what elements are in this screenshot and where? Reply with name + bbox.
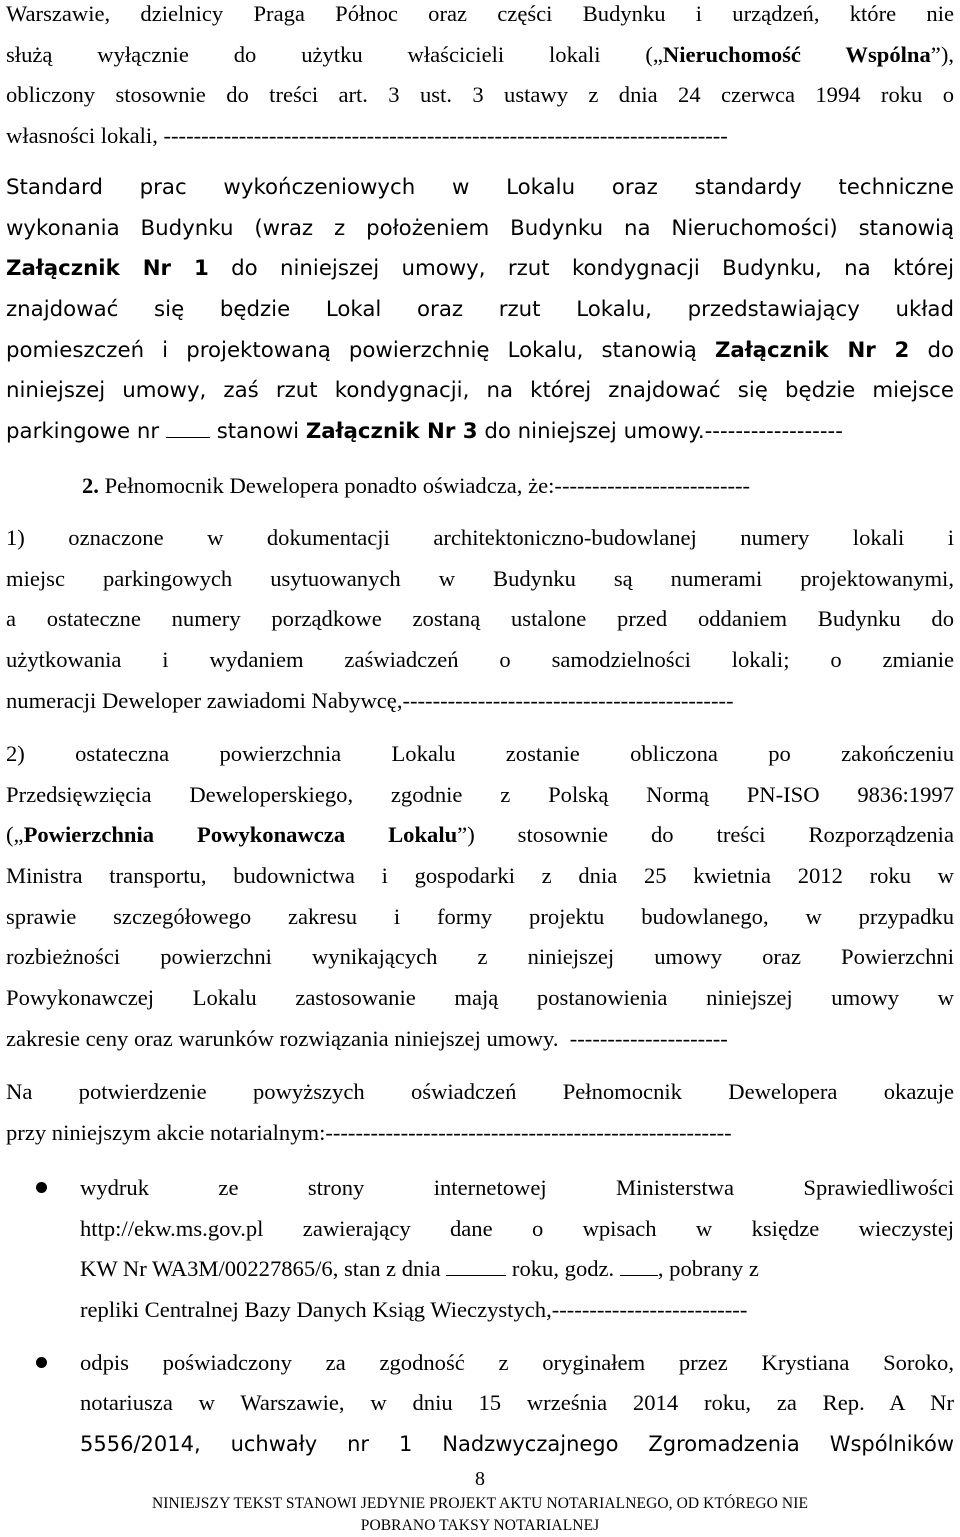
intro-line-4: własności lokali, ---------------------------------------------------------------------------	[6, 123, 728, 149]
footer-disclaimer	[0, 1493, 960, 1537]
defined-term-common-property: Nieruchomość Wspólna	[662, 41, 931, 67]
standard-line-1: Standard prac wykończeniowych w Lokalu oraz standardy techniczne	[6, 175, 954, 200]
date-blank	[446, 1257, 506, 1276]
list-item-kw-printout: wydruk ze strony internetowej Ministerstwa Sprawiedliwości http://ekw.ms.gov.pl zawierający dane o wpisach w księdze wieczystej KW Nr WA3M/00227865/6, stan z dnia roku, godz. , pobrany z repliki Centralnej Bazy Danych Ksiąg Wieczystych,--------------------------	[36, 1168, 954, 1331]
page-number: 8	[475, 1468, 485, 1490]
standard-line-6: niniejszej umowy, zaś rzut kondygnacji, na której znajdować się będzie miejsce	[6, 378, 954, 404]
standard-line-7: parkingowe nr stanowi Załącznik Nr 3 do niniejszej umowy.------------------	[6, 419, 843, 445]
point-1-paragraph	[6, 518, 954, 721]
footer-line-2: POBRANO TAKSY NOTARIALNEJ	[360, 1517, 600, 1534]
intro-line-3: obliczony stosownie do treści art. 3 ust. 3 ustawy z dnia 24 czerwca 1994 roku o	[6, 82, 954, 108]
standard-line-3: Załącznik Nr 1 do niniejszej umowy, rzut kondygnacji Budynku, na której	[6, 256, 954, 282]
bullet-icon	[36, 1357, 47, 1368]
point-2-line-4: Ministra transportu, budownictwa i gospodarki z dnia 25 kwietnia 2012 roku w	[6, 863, 954, 889]
point-2-line-3: („Powierzchnia Powykonawcza Lokalu”) stosownie do treści Rozporządzenia	[6, 822, 954, 848]
point-2-line-2: Przedsięwzięcia Deweloperskiego, zgodnie z Polską Normą PN-ISO 9836:1997	[6, 781, 954, 807]
time-blank	[620, 1257, 658, 1276]
section-2-number: 2.	[82, 473, 99, 498]
defined-term-as-built-area: Powierzchnia Powykonawcza Lokalu	[23, 822, 458, 848]
confirmation-line-2: przy niniejszym akcie notarialnym:------------------------------------------------------	[6, 1119, 732, 1145]
intro-paragraph	[6, 0, 954, 157]
point-1-line-5: numeracji Deweloper zawiadomi Nabywcę,--------------------------------------------	[6, 687, 734, 713]
point-2-line-7: Powykonawczej Lokalu zastosowanie mają postanowienia niniejszej umowy w	[6, 985, 954, 1011]
point-1-line-4: użytkowania i wydaniem zaświadczeń o samodzielności lokali; o zmianie	[6, 647, 954, 673]
attachment-2-ref: Załącznik Nr 2	[714, 337, 910, 363]
attachment-3-ref: Załącznik Nr 3	[305, 419, 478, 445]
confirmation-paragraph	[6, 1072, 954, 1153]
footer-line-1: NINIEJSZY TEKST STANOWI JEDYNIE PROJEKT AKTU NOTARIALNEGO, OD KTÓREGO NIE	[151, 1495, 809, 1512]
attachment-1-ref: Załącznik Nr 1	[6, 256, 209, 282]
standard-line-2: wykonania Budynku (wraz z położeniem Budynku na Nieruchomości) stanowią	[6, 215, 954, 241]
point-2-line-8: zakresie ceny oraz warunków rozwiązania niniejszej umowy. ---------------------	[6, 1025, 728, 1051]
point-2-line-6: rozbieżności powierzchni wynikających z niniejszej umowy oraz Powierzchni	[6, 944, 954, 970]
standard-line-5: pomieszczeń i projektowaną powierzchnię Lokalu, stanowią Załącznik Nr 2 do	[6, 337, 954, 363]
parking-number-blank	[166, 419, 210, 438]
point-1-line-1: 1) oznaczone w dokumentacji architektoniczno-budowlanej numery lokali i	[6, 525, 954, 550]
confirmation-line-1: Na potwierdzenie powyższych oświadczeń Pełnomocnik Dewelopera okazuje	[6, 1079, 954, 1104]
point-1-line-3: a ostateczne numery porządkowe zostaną ustalone przed oddaniem Budynku do	[6, 606, 954, 632]
document-list	[36, 1168, 954, 1465]
section-2-heading: 2. Pełnomocnik Dewelopera ponadto oświadcza, że:--------------------------	[82, 473, 751, 498]
standard-line-4: znajdować się będzie Lokal oraz rzut Lokalu, przedstawiający układ	[6, 297, 954, 323]
intro-line-1: Warszawie, dzielnicy Praga Północ oraz części Budynku i urządzeń, które nie	[6, 1, 954, 26]
point-1-line-2: miejsc parkingowych usytuowanych w Budynku są numerami projektowanymi,	[6, 565, 954, 591]
point-2-paragraph	[6, 734, 954, 1060]
intro-line-2: służą wyłącznie do użytku właścicieli lokali („Nieruchomość Wspólna”),	[6, 41, 954, 67]
bullet-icon	[36, 1182, 47, 1193]
point-2-line-1: 2) ostateczna powierzchnia Lokalu zostanie obliczona po zakończeniu	[6, 741, 954, 766]
list-item-notarial-copy: odpis poświadczony za zgodność z oryginałem przez Krystiana Soroko, notariusza w Warszawie, w dniu 15 września 2014 roku, za Rep. A Nr 5556/2014, uchwały nr 1 Nadzwyczajnego Zgromadzenia Wspólników	[36, 1343, 954, 1465]
point-2-line-5: sprawie szczegółowego zakresu i formy projektu budowlanego, w przypadku	[6, 903, 954, 929]
standard-paragraph	[6, 168, 954, 453]
